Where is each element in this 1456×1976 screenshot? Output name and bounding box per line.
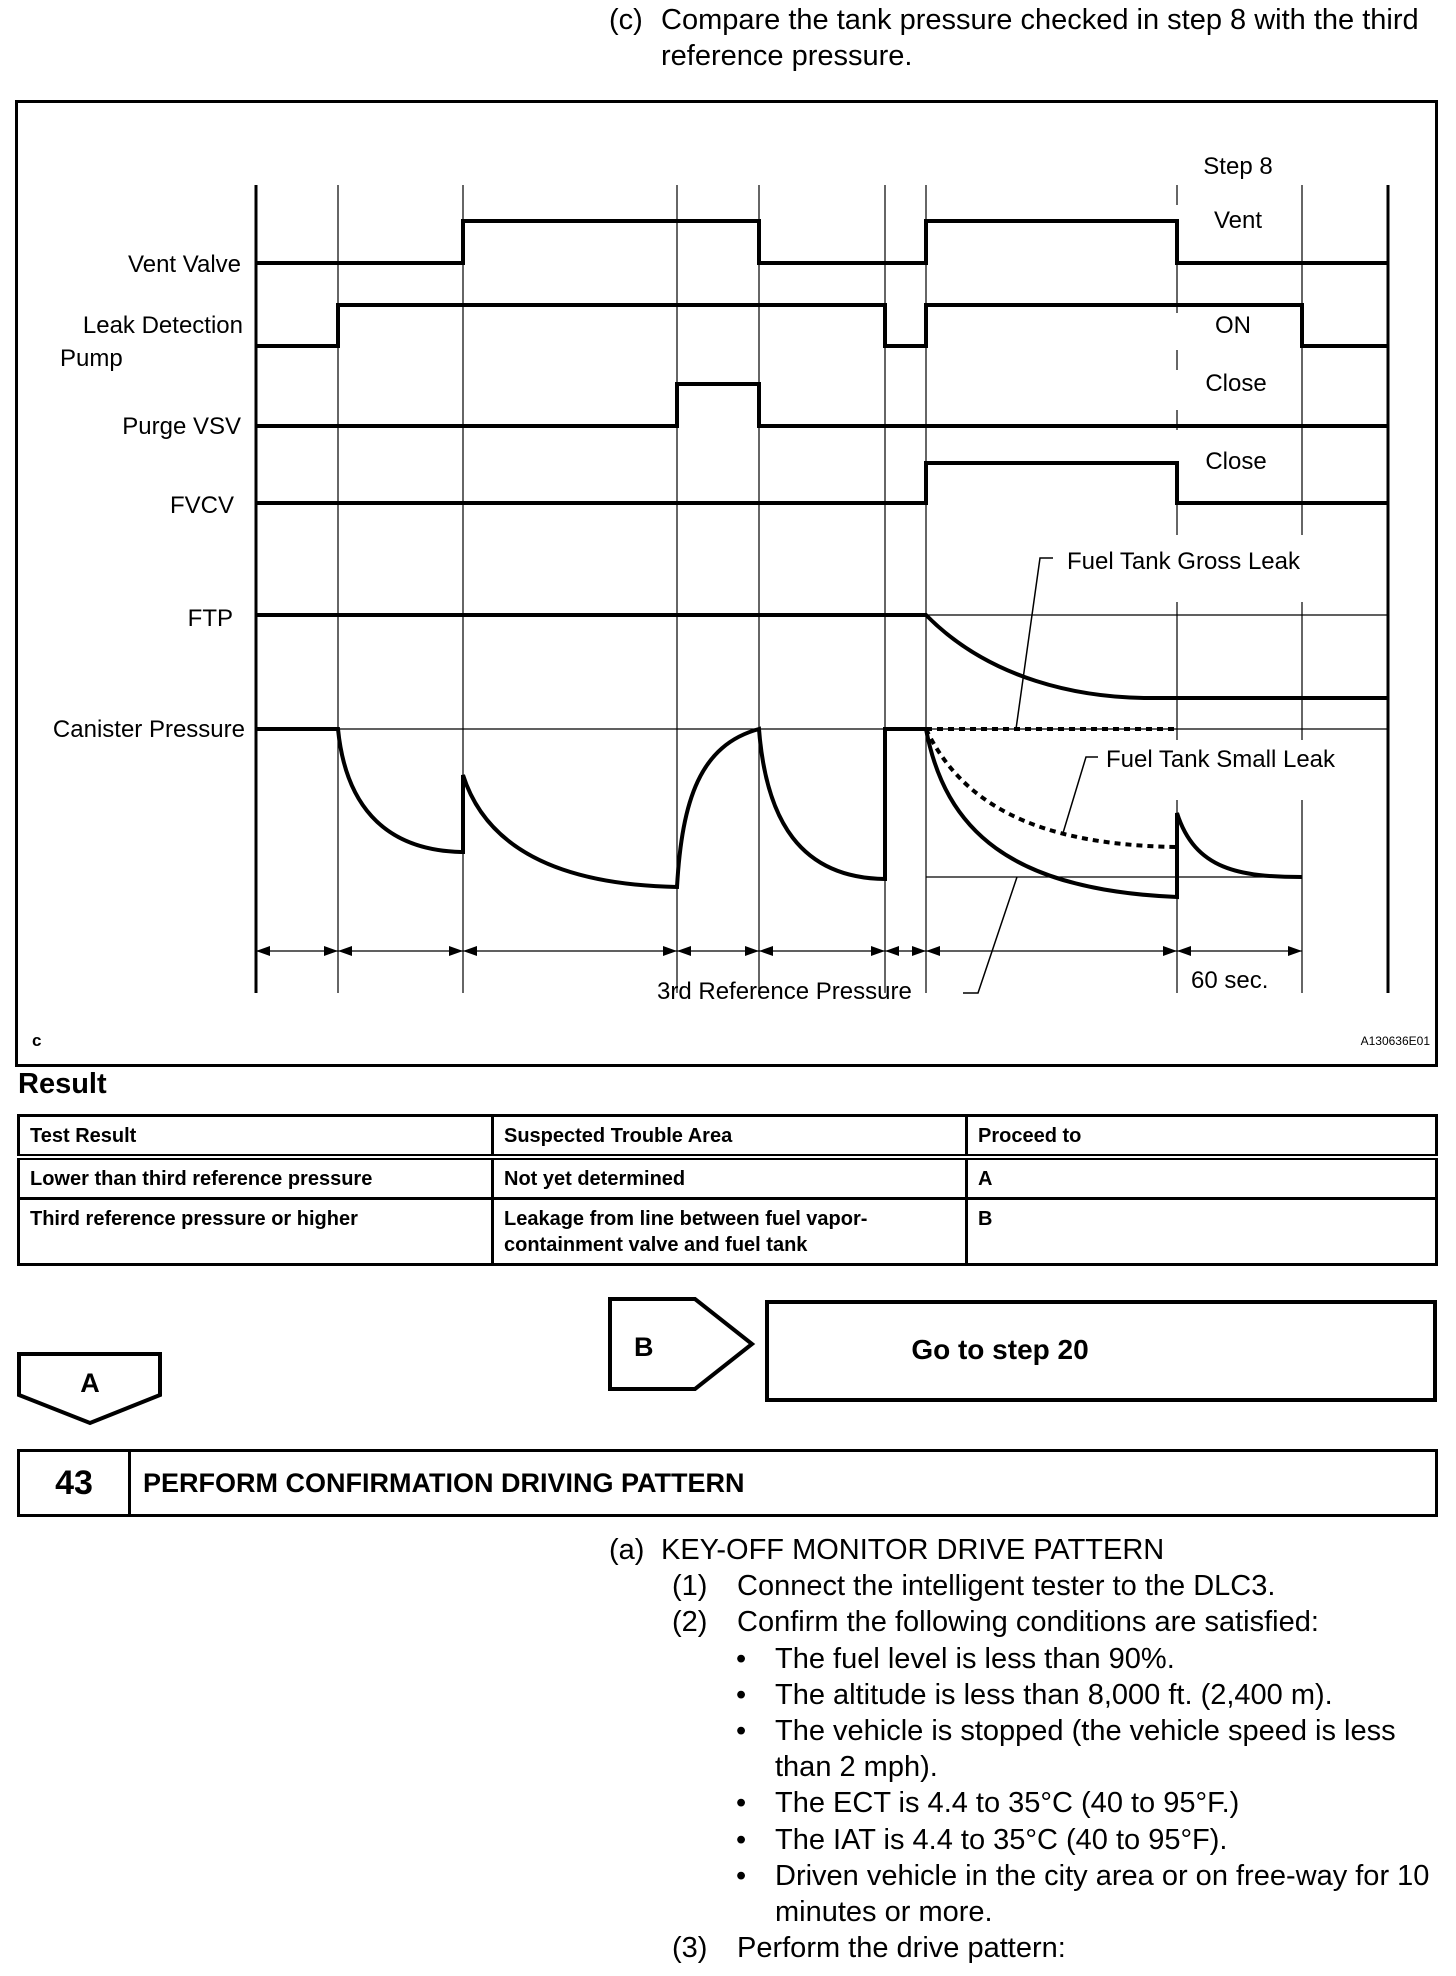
label-fvcv: FVCV — [169, 492, 234, 519]
item-text: Perform the drive pattern: — [737, 1932, 1066, 1965]
cell-line: containment valve and fuel tank — [504, 1234, 808, 1256]
ftp-trace — [256, 615, 1388, 698]
table-cell — [493, 1199, 967, 1265]
table-header-row — [19, 1116, 1437, 1158]
gross-leak-label: Fuel Tank Gross Leak — [1067, 548, 1301, 575]
flow-arrows — [0, 1280, 1456, 1440]
branch-a-arrow[interactable] — [19, 1354, 160, 1423]
table-cell: Third reference pressure or higher — [19, 1199, 493, 1265]
cell-line: Leakage from line between fuel vapor- — [504, 1208, 868, 1230]
item-text: Connect the intelligent tester to the DLC3. — [737, 1570, 1276, 1603]
procedure-item-2 — [609, 1604, 1449, 1640]
procedure — [609, 1532, 1449, 1966]
step8-vent: Vent — [1213, 207, 1263, 234]
label-leak-detection-pump-1: Leak Detection — [82, 312, 243, 339]
bullet-text: Driven vehicle in the city area or on free-way for 10 minutes or more. — [775, 1859, 1430, 1929]
label-canister-pressure: Canister Pressure — [52, 716, 245, 743]
step-heading — [17, 1449, 1438, 1517]
label-leak-detection-pump-2: Pump — [60, 345, 123, 372]
intro-label: (c) — [609, 4, 643, 36]
procedure-item-3 — [609, 1930, 1449, 1966]
branch-b-label: B — [634, 1332, 654, 1362]
step8-title: Step 8 — [1203, 153, 1273, 180]
go-to-step-label: Go to step 20 — [911, 1334, 1089, 1365]
table-row — [19, 1199, 1437, 1265]
condition-bullet — [609, 1641, 1449, 1677]
corner-label: c — [32, 1031, 42, 1050]
bullet-text: The IAT is 4.4 to 35°C (40 to 95°F). — [775, 1823, 1228, 1856]
step-title: PERFORM CONFIRMATION DRIVING PATTERN — [143, 1467, 745, 1498]
table-cell: A — [967, 1157, 1437, 1199]
table-cell: B — [967, 1199, 1437, 1265]
bullet-text: The altitude is less than 8,000 ft. (2,400 m). — [775, 1678, 1333, 1711]
third-ref-label: 3rd Reference Pressure — [657, 978, 912, 1005]
bullet-icon: • — [736, 1823, 747, 1856]
third-ref-leader — [963, 877, 1017, 993]
column-header: Suspected Trouble Area — [493, 1116, 967, 1158]
result-table — [17, 1114, 1438, 1266]
table-cell: Lower than third reference pressure — [19, 1157, 493, 1199]
figure-id: A130636E01 — [1360, 1034, 1430, 1048]
branch-a-label: A — [80, 1368, 100, 1398]
duration-label: 60 sec. — [1191, 967, 1269, 994]
item-label: (2) — [672, 1606, 708, 1639]
small-leak-label: Fuel Tank Small Leak — [1106, 746, 1336, 773]
bullet-icon: • — [736, 1678, 747, 1711]
branch-b-arrow[interactable] — [610, 1299, 752, 1389]
table-cell: Not yet determined — [493, 1157, 967, 1199]
condition-bullet — [609, 1677, 1449, 1713]
bullet-icon: • — [736, 1859, 747, 1892]
item-label: (1) — [672, 1570, 708, 1603]
condition-bullet — [609, 1858, 1449, 1930]
bullet-text: The ECT is 4.4 to 35°C (40 to 95°F.) — [775, 1787, 1240, 1820]
table-row — [19, 1157, 1437, 1199]
bullet-text: The fuel level is less than 90%. — [775, 1642, 1175, 1675]
item-label: (3) — [672, 1932, 708, 1965]
step-number: 43 — [20, 1452, 131, 1514]
gross-leak-leader — [1016, 558, 1053, 729]
step8-ldp-on: ON — [1215, 312, 1251, 339]
step8-purge-close: Close — [1205, 370, 1267, 397]
item-text: KEY-OFF MONITOR DRIVE PATTERN — [661, 1534, 1165, 1566]
label-purge-vsv: Purge VSV — [122, 413, 241, 440]
procedure-item-a — [609, 1532, 1449, 1568]
diagram-frame — [17, 102, 1437, 1066]
column-header: Test Result — [19, 1116, 493, 1158]
item-label: (a) — [609, 1534, 645, 1566]
item-text: Confirm the following conditions are satisfied: — [737, 1606, 1319, 1639]
condition-bullet — [609, 1713, 1449, 1785]
label-vent-valve: Vent Valve — [128, 251, 241, 278]
condition-bullet — [609, 1785, 1449, 1821]
bullet-icon: • — [736, 1715, 747, 1748]
reference-lines — [256, 615, 1388, 951]
step8-fvcv-close: Close — [1205, 448, 1267, 475]
small-leak-leader — [1063, 757, 1098, 833]
result-title: Result — [18, 1068, 107, 1100]
bullet-icon: • — [736, 1787, 747, 1820]
bullet-icon: • — [736, 1642, 747, 1675]
column-header: Proceed to — [967, 1116, 1437, 1158]
procedure-item-1 — [609, 1568, 1449, 1604]
intro-text: Compare the tank pressure checked in step 8 with the third reference pressure. — [661, 4, 1419, 72]
go-to-step-20-box[interactable] — [767, 1302, 1435, 1400]
bullet-text: The vehicle is stopped (the vehicle speed is less than 2 mph). — [775, 1715, 1396, 1784]
condition-bullet — [609, 1822, 1449, 1858]
label-ftp: FTP — [187, 605, 233, 632]
